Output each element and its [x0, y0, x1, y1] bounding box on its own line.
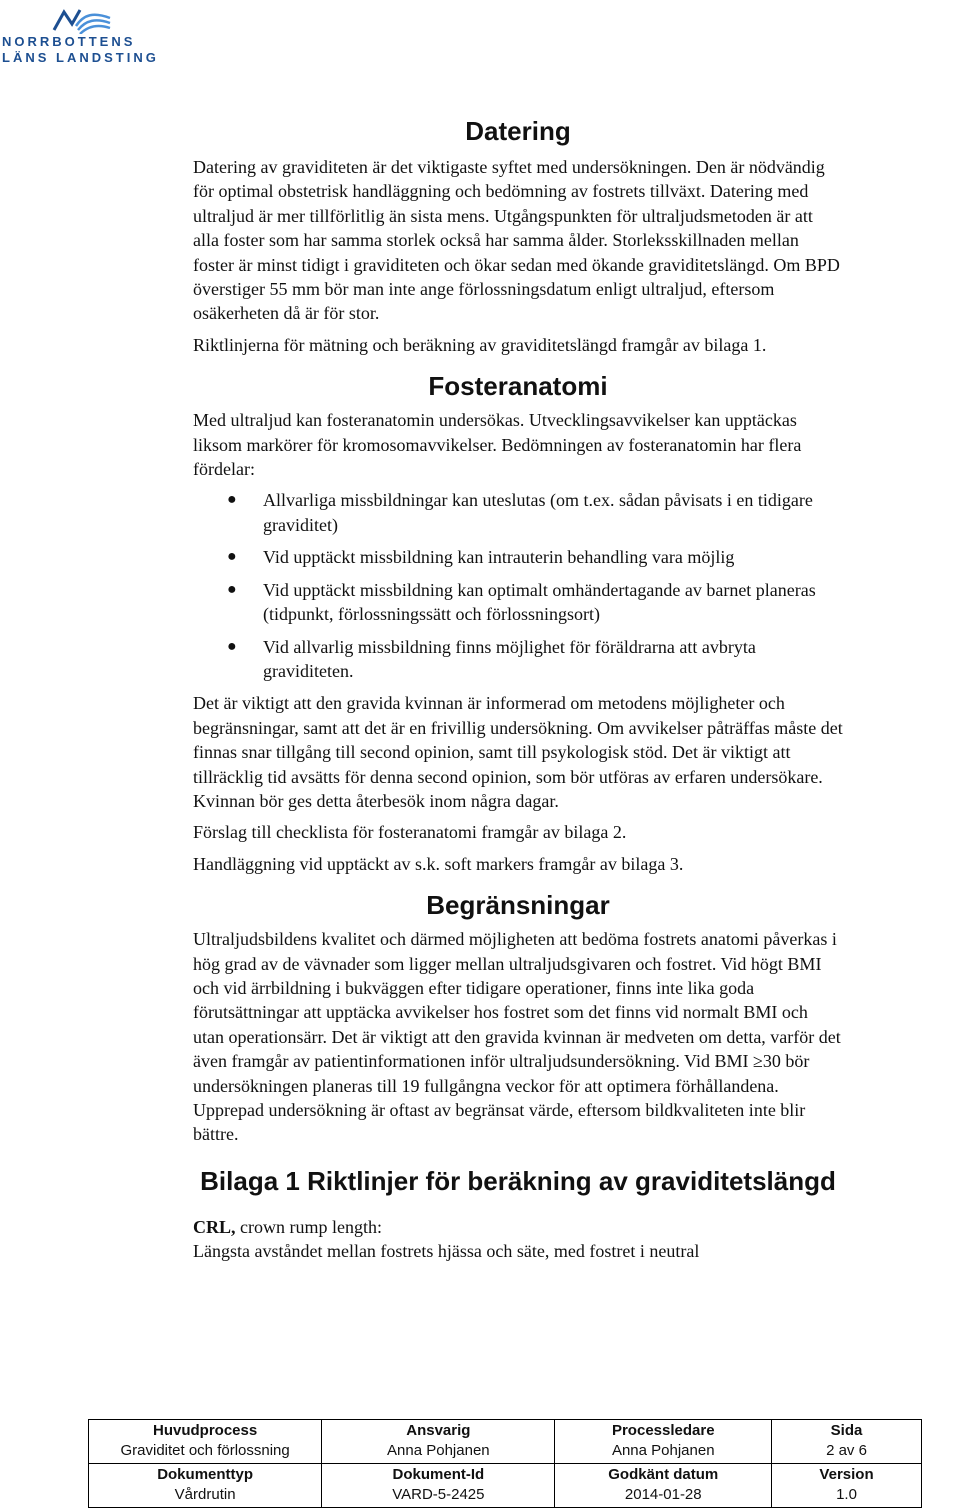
crl-term: CRL, [193, 1216, 236, 1237]
bullet-icon: ● [227, 637, 237, 655]
paragraph-crl-text: Längsta avståndet mellan fostrets hjässa och säte, med fostret i neutral [193, 1241, 700, 1262]
list-item: ● Vid allvarlig missbildning finns möjlighet för föräldrarna att avbryta graviditeten. [227, 636, 756, 681]
footer-cell-huvudprocess: Huvudprocess Graviditet och förlossning [89, 1420, 322, 1464]
logo-mark-icon [50, 4, 114, 34]
paragraph-softmarkers-reference: Handläggning vid upptäckt av s.k. soft markers framgår av bilaga 3. [193, 853, 684, 874]
paragraph-fosteranatomi-intro: Med ultraljud kan fosteranatomin undersökas. Utvecklingsavvikelser kan upptäckas liksom markörer för kromosomavvikelser. Bedömningen av fosteranatomin har flera fördelar: [193, 410, 802, 480]
footer-cell-dokument-id: Dokument-Id VARD-5-2425 [322, 1464, 555, 1508]
paragraph-datering-1: Datering av graviditeten är det viktigaste syftet med undersökningen. Den är nödvändig för optimal obstetrisk handläggning och bedömning av fostrets tillväxt. Datering med ultraljud är mer tillförlitlig än sista mens. Utgångspunkten för ultraljudsmetoden är att alla foster som har samma storlek också har samma ålder. Storleksskillnaden mellan foster är minst tidigt i graviditeten och ökar sedan med ökande graviditetslängd. Om BPD överstiger 55 mm bör man inte ange förlossningsdatum enligt ultraljud, eftersom osäkerheten då är för stor. [193, 157, 840, 324]
heading-bilaga-1: Bilaga 1 Riktlinjer för beräkning av graviditetslängd [200, 1165, 836, 1196]
footer-cell-sida: Sida 2 av 6 [772, 1420, 922, 1464]
bullet-icon: ● [227, 548, 237, 566]
heading-datering: Datering [465, 116, 571, 146]
logo-text-line1: NORRBOTTENS [2, 34, 136, 49]
paragraph-crl-definition [193, 1215, 843, 1239]
paragraph-checklist-reference: Förslag till checklista för fosteranatomi framgår av bilaga 2. [193, 822, 627, 843]
table-row [89, 1464, 922, 1508]
list-item: ● Allvarliga missbildningar kan uteslutas (om t.ex. sådan påvisats i en tidigare graviditet) [227, 490, 813, 535]
logo-text-line2: LÄNS LANDSTING [2, 50, 159, 65]
table-row [89, 1420, 922, 1464]
footer-cell-godkant-datum: Godkänt datum 2014-01-28 [555, 1464, 772, 1508]
list-item: ● Vid upptäckt missbildning kan optimalt omhändertagande av barnet planeras (tidpunkt, förlossningssätt och förlossningsort) [227, 579, 816, 625]
footer-cell-processledare: Processledare Anna Pohjanen [555, 1420, 772, 1464]
bullet-icon: ● [227, 491, 237, 509]
list-item: ● Vid upptäckt missbildning kan intrauterin behandling vara möjlig [193, 545, 843, 569]
paragraph-datering-2: Riktlinjerna för mätning och beräkning av graviditetslängd framgår av bilaga 1. [193, 334, 767, 355]
heading-fosteranatomi: Fosteranatomi [428, 371, 608, 402]
paragraph-begransningar: Ultraljudsbildens kvalitet och därmed möjligheten att bedöma fostrets anatomi påverkas i hög grad av de vävnader som ligger mellan ultraljudsgivaren och fostret. Vid högt BMI och vid ärrbildning i bukväggen efter tidigare operationer, finns inte lika goda förutsättningar att upptäcka avvikelser hos fostret som det finns vid normalt BMI och utan operationsärr. Det är viktigt att den gravida kvinnan är medveten om detta, varför det även framgår av patientinformationen inför ultraljudsundersökning. Vid BMI ≥30 bör undersökningen planeras till 19 fullgångna veckor för att optimera förhållandena. Upprepad undersökning är oftast av begränsat värde, eftersom bildkvaliteten inte blir bättre. [193, 929, 841, 1145]
paragraph-fosteranatomi-info: Det är viktigt att den gravida kvinnan är informerad om metodens möjligheter och begränsningar, samt att det är en frivillig undersökning. Om avvikelser påträffas måste det finnas snar tillgång till second opinion, samt till psykologisk stöd. Det är viktigt att tillräcklig tid avsätts för denna second opinion, som bör utföras av erfaren undersökare. Kvinnan bör ges detta återbesök inom några dagar. [193, 693, 843, 811]
footer-cell-dokumenttyp: Dokumenttyp Vårdrutin [89, 1464, 322, 1508]
footer-cell-version: Version 1.0 [772, 1464, 922, 1508]
bullet-icon: ● [227, 580, 237, 598]
advantages-list [193, 488, 843, 683]
footer-cell-ansvarig: Ansvarig Anna Pohjanen [322, 1420, 555, 1464]
organization-logo [0, 0, 170, 70]
document-body [193, 108, 843, 1271]
heading-begransningar: Begränsningar [426, 890, 610, 921]
document-footer-table [88, 1419, 922, 1508]
crl-term-description: crown rump length: [235, 1216, 382, 1237]
